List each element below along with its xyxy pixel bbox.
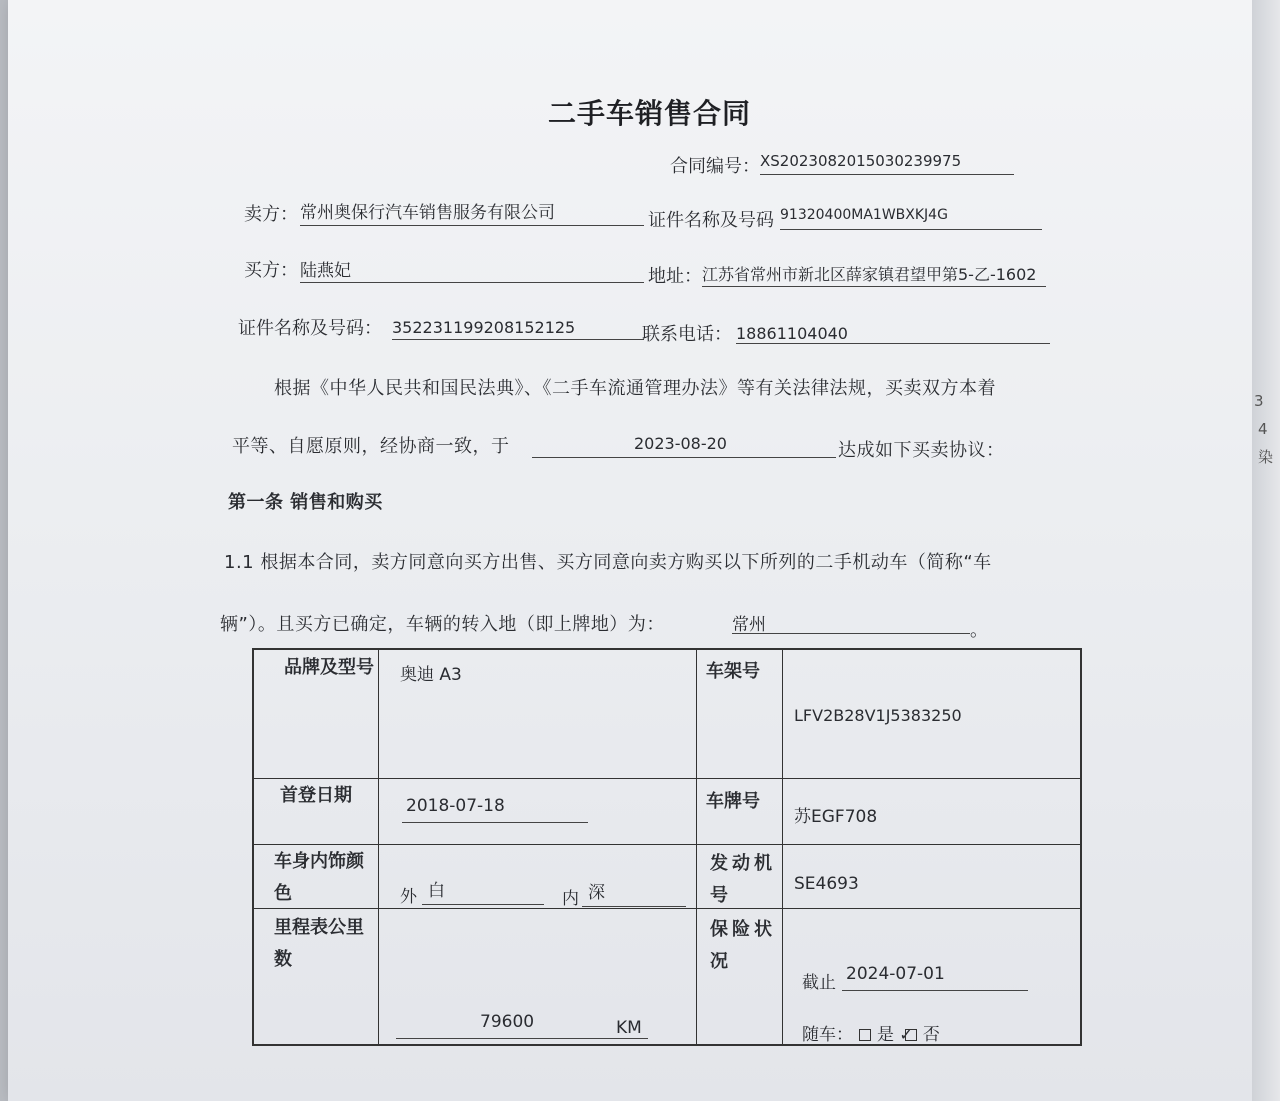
agreement-date: 2023-08-20 — [634, 434, 727, 453]
clause-1-1-line1: 1.1 根据本合同，卖方同意向买方出售、买方同意向卖方购买以下所列的二手机动车（简称“车 — [224, 552, 992, 573]
address-label: 地址： — [648, 266, 702, 287]
engine-label: 发动机号 — [710, 853, 776, 906]
mileage-value: 79600 — [480, 1012, 535, 1032]
paragraph-law-line2-end: 达成如下买卖协议： — [838, 440, 1005, 461]
first-registration-label: 首登日期 — [280, 785, 352, 806]
contract-no-label: 合同编号： — [670, 156, 760, 177]
insurance-until-prefix: 截止 — [802, 973, 836, 993]
yes-checkbox[interactable] — [859, 1029, 871, 1041]
table-divider — [254, 844, 1080, 845]
address-value: 江苏省常州市新北区薛家镇君望甲第5-乙-1602 — [702, 265, 1037, 284]
adjacent-page-edge — [1252, 0, 1280, 1101]
interior-underline — [582, 906, 686, 907]
interior-color: 深 — [588, 883, 605, 903]
exterior-color: 白 — [428, 881, 445, 901]
buyer-label: 买方： — [244, 260, 298, 281]
with-car-row — [802, 1020, 940, 1045]
transfer-city: 常州 — [732, 615, 766, 635]
seller-id-value: 91320400MA1WBXKJ4G — [780, 207, 948, 223]
plate-label: 车牌号 — [706, 791, 760, 812]
engine-value: SE4693 — [794, 874, 859, 894]
seller-underline — [300, 225, 644, 226]
table-divider — [696, 650, 697, 1044]
seller-value: 常州奥保行汽车销售服务有限公司 — [300, 203, 555, 223]
seller-label: 卖方： — [244, 204, 298, 225]
with-car-label: 随车： — [802, 1025, 853, 1045]
table-divider — [782, 650, 783, 1044]
document-page — [8, 0, 1252, 1101]
yes-label: 是 — [877, 1025, 894, 1045]
buyer-underline — [300, 282, 644, 283]
no-checkbox[interactable] — [905, 1029, 917, 1041]
brand-value: 奥迪 A3 — [400, 665, 462, 685]
edge-char: 4 — [1258, 420, 1268, 438]
buyer-id-underline — [392, 339, 644, 340]
table-divider — [254, 778, 1080, 779]
brand-label: 品牌及型号 — [284, 657, 374, 678]
paragraph-law-line2: 平等、自愿原则，经协商一致，于 — [232, 436, 510, 457]
phone-label: 联系电话： — [642, 324, 732, 345]
vin-value: LFV2B28V1J5383250 — [794, 706, 962, 725]
paragraph-law-line1: 根据《中华人民共和国民法典》、《二手车流通管理办法》等有关法律法规，买卖双方本着 — [274, 378, 996, 399]
seller-id-label: 证件名称及号码 — [648, 210, 774, 231]
buyer-id-label: 证件名称及号码： — [238, 318, 382, 339]
contract-no-value: XS20230820150302399​75 — [760, 152, 962, 170]
edge-char: 3 — [1254, 392, 1264, 410]
address-underline — [702, 286, 1046, 287]
agreement-date-underline — [532, 457, 836, 458]
clause-1-1-end: 。 — [970, 620, 989, 641]
exterior-underline — [422, 904, 544, 905]
seller-id-underline — [780, 229, 1042, 230]
first-registration-value: 2018-07-18 — [406, 796, 505, 816]
mileage-unit: KM — [616, 1018, 642, 1038]
mileage-underline — [396, 1038, 648, 1039]
no-label: 否 — [922, 1025, 940, 1045]
transfer-city-underline — [732, 633, 970, 634]
vehicle-table — [252, 648, 1082, 1046]
phone-value: 18861104040 — [736, 324, 848, 343]
check-mark-icon: ✓ — [899, 1025, 913, 1044]
table-divider — [254, 908, 1080, 909]
color-label: 车身内饰颜色 — [274, 851, 364, 904]
phone-underline — [736, 343, 1050, 344]
vin-label: 车架号 — [706, 661, 760, 682]
clause-1-1-line2: 辆”）。且买方已确定，车辆的转入地（即上牌地）为： — [220, 614, 665, 635]
mileage-label: 里程表公里数 — [274, 917, 364, 970]
insurance-label: 保险状况 — [710, 919, 776, 972]
insurance-until-value: 2024-07-01 — [846, 964, 945, 984]
insurance-underline — [842, 990, 1028, 991]
table-divider — [378, 650, 379, 1044]
interior-prefix: 内 — [562, 889, 579, 909]
document-title: 二手车销售合同 — [548, 97, 752, 130]
first-registration-underline — [402, 822, 588, 823]
contract-no-underline — [760, 174, 1014, 175]
plate-value: 苏EGF708 — [794, 807, 878, 827]
exterior-prefix: 外 — [400, 887, 417, 907]
edge-char: 染 — [1258, 448, 1274, 466]
buyer-value: 陆燕妃 — [300, 261, 351, 281]
buyer-id-value: 352231199208152125 — [392, 318, 576, 337]
section-1-title: 第一条 销售和购买 — [228, 492, 383, 513]
